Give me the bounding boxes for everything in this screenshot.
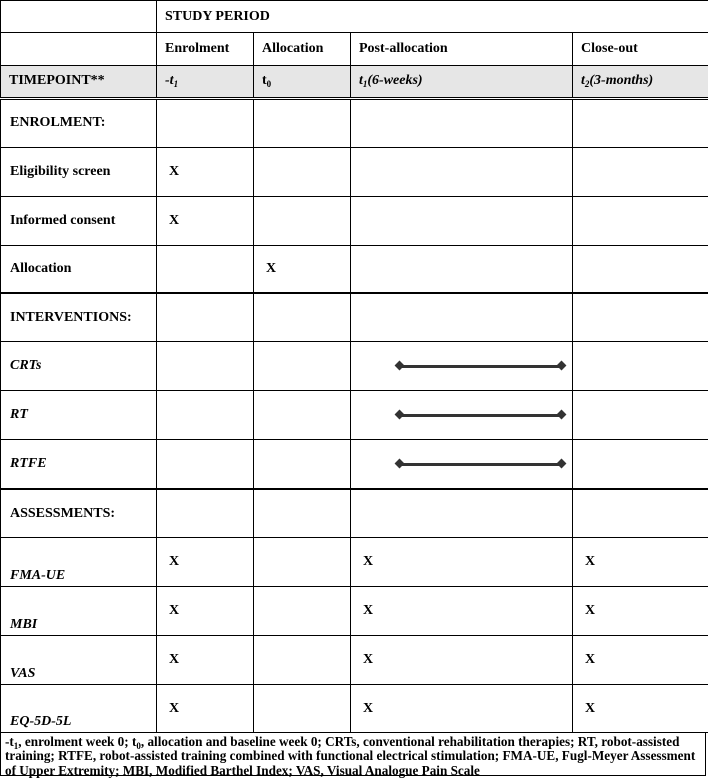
mark-cell — [351, 196, 573, 245]
mark-cell — [254, 147, 351, 196]
table-row — [1, 636, 708, 685]
table-row — [1, 685, 708, 733]
section-heading-interventions: INTERVENTIONS: — [1, 293, 157, 342]
mark-cell: X — [351, 636, 573, 685]
study-period-heading: STUDY PERIOD — [157, 1, 708, 33]
column-allocation: Allocation — [254, 33, 351, 65]
table-row — [1, 538, 708, 587]
mark-cell: X — [254, 245, 351, 293]
duration-cell — [351, 391, 573, 440]
mark-cell: X — [157, 196, 254, 245]
column-close-out: Close-out — [573, 33, 708, 65]
mark-cell: X — [573, 636, 708, 685]
study-period-row — [1, 1, 708, 33]
table-row — [1, 147, 708, 196]
section-assessments-row — [1, 489, 708, 538]
mark-cell: X — [157, 538, 254, 587]
table-row — [1, 391, 708, 440]
duration-bar-rtfe — [399, 463, 562, 466]
mark-cell: X — [573, 587, 708, 636]
timepoint-enrolment: $-t_1$ — [157, 65, 254, 98]
section-enrolment-row — [1, 98, 708, 147]
duration-bar-rt — [399, 414, 562, 417]
table-row — [1, 342, 708, 391]
mark-cell: X — [351, 685, 573, 733]
section-heading-assessments: ASSESSMENTS: — [1, 489, 157, 538]
timepoint-close-out: $t_2(3-months)$ — [573, 65, 708, 98]
timepoint-allocation: $t_0$ — [254, 65, 351, 98]
mark-cell — [351, 147, 573, 196]
period-columns-row — [1, 33, 708, 65]
blank-cell — [1, 1, 157, 33]
mark-cell — [254, 587, 351, 636]
row-label-informed-consent: Informed consent — [1, 196, 157, 245]
mark-cell: X — [157, 147, 254, 196]
row-label-rt: RT — [1, 391, 157, 440]
mark-cell — [351, 245, 573, 293]
row-label-crts: CRTs — [1, 342, 157, 391]
section-heading-enrolment: ENROLMENT: — [1, 98, 157, 147]
mark-cell — [573, 196, 708, 245]
mark-cell — [573, 147, 708, 196]
timepoint-label: TIMEPOINT** — [1, 65, 157, 98]
duration-bar-crts — [399, 365, 562, 368]
mark-cell: X — [351, 587, 573, 636]
mark-cell — [573, 245, 708, 293]
mark-cell: X — [157, 636, 254, 685]
row-label-rtfe: RTFE — [1, 440, 157, 489]
mark-cell — [254, 196, 351, 245]
duration-cell — [351, 440, 573, 489]
mark-cell: X — [157, 587, 254, 636]
row-label-fma-ue: FMA-UE — [1, 538, 157, 587]
section-interventions-row — [1, 293, 708, 342]
table-row — [1, 440, 708, 489]
table-row — [1, 245, 708, 293]
mark-cell: X — [573, 685, 708, 733]
mark-cell — [157, 245, 254, 293]
mark-cell — [254, 538, 351, 587]
table-row — [1, 196, 708, 245]
table-footnote: $-t_1$, enrolment week 0; $t_0$, allocation and baseline week 0; CRTs, conventional rehabilitation therapies; RT, robot-assisted training; RTFE, robot-assisted training combined with functional electrical stimulation; FMA-UE, Fugl-Meyer Assessment of Upper Extremity; MBI, Modified Barthel Index; VAS, Visual Analogue Pain Scale — [0, 733, 706, 776]
mark-cell: X — [573, 538, 708, 587]
duration-cell — [351, 342, 573, 391]
table-row — [1, 587, 708, 636]
blank-cell — [1, 33, 157, 65]
row-label-eq-5d-5l: EQ-5D-5L — [1, 685, 157, 733]
column-post-allocation: Post-allocation — [351, 33, 573, 65]
timepoint-row — [1, 65, 708, 98]
mark-cell: X — [157, 685, 254, 733]
row-label-allocation: Allocation — [1, 245, 157, 293]
column-enrolment: Enrolment — [157, 33, 254, 65]
mark-cell — [254, 636, 351, 685]
row-label-mbi: MBI — [1, 587, 157, 636]
row-label-eligibility-screen: Eligibility screen — [1, 147, 157, 196]
mark-cell — [254, 685, 351, 733]
timepoint-post-allocation: $t_1(6-weeks)$ — [351, 65, 573, 98]
mark-cell: X — [351, 538, 573, 587]
row-label-vas: VAS — [1, 636, 157, 685]
